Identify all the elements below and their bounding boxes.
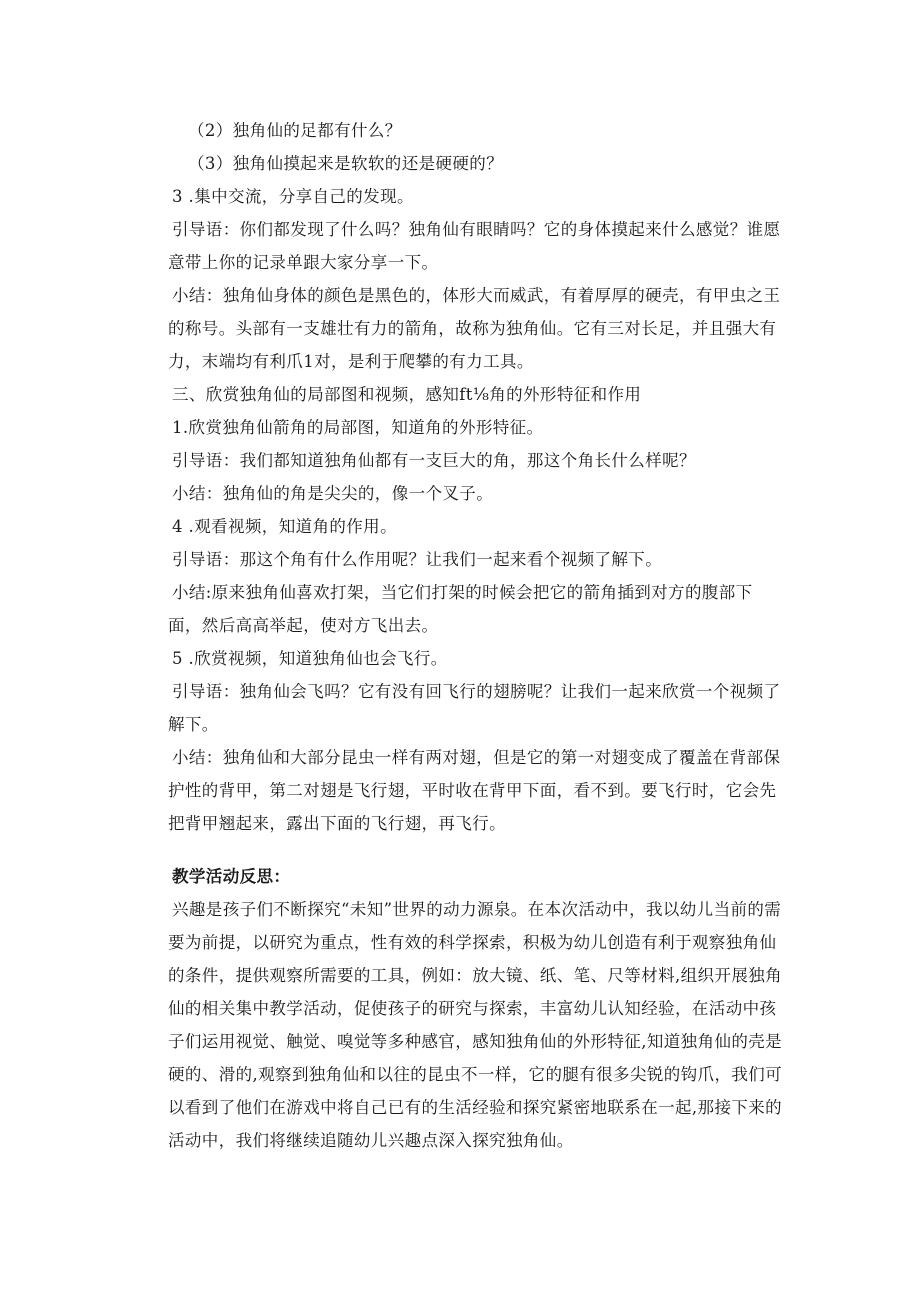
step-3-title: 3 .集中交流，分享自己的发现。 <box>172 187 414 206</box>
reflection-body: 兴趣是孩子们不断探究“未知”世界的动力源泉。在本次活动中，我以幼儿当前的需要为前提，以研究为重点，性有效的科学探索，积极为幼儿创造有利于观察独角仙的条件，提供观察所需要的工具，例如：放大镜、纸、笔、尺等材料,组织开展独角仙的相关集中教学活动，促使孩子的研究与探索，丰富幼儿认知经验，在活动中孩子们运用视觉、触觉、嗅觉等多种感官，感知独角仙的外形特征,知道独角仙的壳是硬的、滑的,观察到独角仙和以往的昆虫不一样，它的腿有很多尖锐的钩爪，我们可以看到了他们在游戏中将自己已有的生活经验和探究紧密地联系在一起,那接下来的活动中，我们将继续追随幼儿兴趣点深入探究独角仙。 <box>168 900 783 1150</box>
step-1-title: 1.欣赏独角仙箭角的局部图，知道角的外形特征。 <box>172 418 544 437</box>
step-5-title: 5 .欣赏视频，知道独角仙也会飞行。 <box>172 649 448 668</box>
section-3-title: 三、欣赏独角仙的局部图和视频，感知ft⅛角的外形特征和作用 <box>172 385 642 404</box>
guide-text-2: 引导语：我们都知道独角仙都有一支巨大的角，那这个角长什么样呢？ <box>172 451 696 470</box>
summary-4: 小结：独角仙和大部分昆虫一样有两对翅，但是它的第一对翅变成了覆盖在背部保护性的背甲，第二对翅是飞行翅，平时收在背甲下面，看不到。要飞行时，它会先把背甲翘起来，露出下面的飞行翅，再飞行。 <box>168 748 781 833</box>
summary-3: 小结:原来独角仙喜欢打架，当它们打架的时候会把它的箭角插到对方的腹部下面，然后高高举起，使对方飞出去。 <box>168 583 753 635</box>
question-3: （3）独角仙摸起来是软软的还是硬硬的？ <box>188 154 504 173</box>
guide-text-4: 引导语：独角仙会飞吗？它有没有回飞行的翅膀呢？让我们一起来欣赏一个视频了解下。 <box>168 682 781 734</box>
reflection-heading: 教学活动反思： <box>172 867 291 886</box>
summary-2: 小结：独角仙的角是尖尖的，像一个叉子。 <box>172 484 494 503</box>
question-2: （2）独角仙的足都有什么？ <box>188 121 402 140</box>
guide-text-1: 引导语：你们都发现了什么吗？独角仙有眼睛吗？它的身体摸起来什么感觉？谁愿意带上你的记录单跟大家分享一下。 <box>168 220 781 272</box>
summary-1: 小结：独角仙身体的颜色是黑色的，体形大而威武，有着厚厚的硬壳，有甲虫之王的称号。头部有一支雄壮有力的箭角，故称为独角仙。它有三对长足，并且强大有力，末端均有利爪1对，是利于爬攀的有力工具。 <box>168 286 781 371</box>
section-gap <box>168 840 786 860</box>
guide-text-3: 引导语：那这个角有什么作用呢？让我们一起来看个视频了解下。 <box>172 550 663 569</box>
document-page <box>168 114 786 1157</box>
step-4-title: 4 .观看视频，知道角的作用。 <box>172 517 397 536</box>
